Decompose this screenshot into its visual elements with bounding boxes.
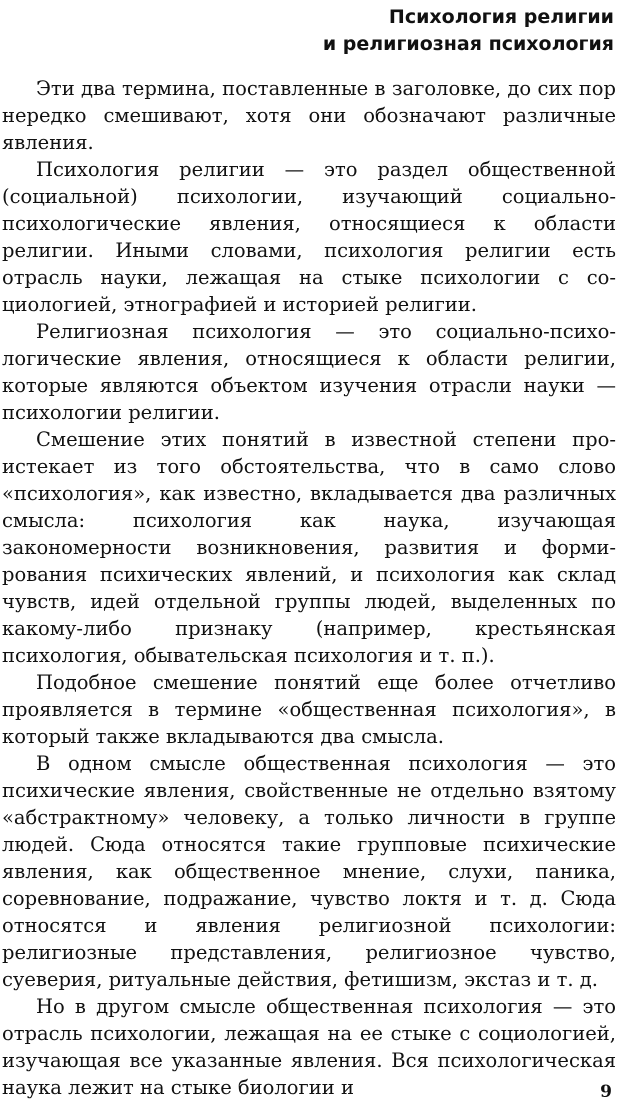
paragraph-6: В одном смысле общественная психология — это психические явления, свойственные не отдельно взятому «абстрактному» человеку, а только личности в группе людей. Сюда относятся такие групповые психические явления, как общественное мнение, слухи, паника, соревнование, подражание, чувство локтя и т. д. Сюда относятся и явления религиозной психологии: религиозные представления, религиозное чувство, суеверия, ритуальные действия, фетишизм, экстаз и т. д. [2,752,616,991]
paragraph-3: Религиозная психология — это социально-психологические явления, относящиеся к области религии, которые являются объектом изучения отрасли науки — психологии религии. [2,320,616,424]
section-heading [2,0,616,58]
page-number: 9 [600,1082,612,1102]
paragraph-2: Психология религии — это раздел общественной (социальной) психологии, изучающий социально-психологические явления, относящиеся к области религии. Иными словами, психология религии есть отрасль науки, лежащая на стыке психологии с социологией, этнографией и историей религии. [2,158,616,316]
book-page [2,0,616,1115]
section-heading-line-1: Психология религии [388,6,614,28]
paragraph-7: Но в другом смысле общественная психология — это отрасль психологии, лежащая на ее стыке с социологией, изучающая все указанные явления. Вся психологическая наука лежит на стыке биологии и [2,995,616,1099]
section-heading-line-2: и религиозная психология [322,33,614,55]
paragraph-4: Смешение этих понятий в известной степени проистекает из того обстоятельства, что в само слово «психология», как известно, вкладывается два различных смысла: психология как наука, изучающая закономерности возникновения, развития и формирования психических явлений, и психология как склад чувств, идей отдельной группы людей, выделенных по какому-либо признаку (например, крестьянская психология, обывательская психология и т. п.). [2,428,616,667]
body-text [2,75,616,1101]
paragraph-1: Эти два термина, поставленные в заголовке, до сих пор нередко смешивают, хотя они обозначают различные явления. [2,77,616,154]
paragraph-5: Подобное смешение понятий еще более отчетливо проявляется в термине «общественная психология», в который также вкладываются два смысла. [2,671,616,748]
